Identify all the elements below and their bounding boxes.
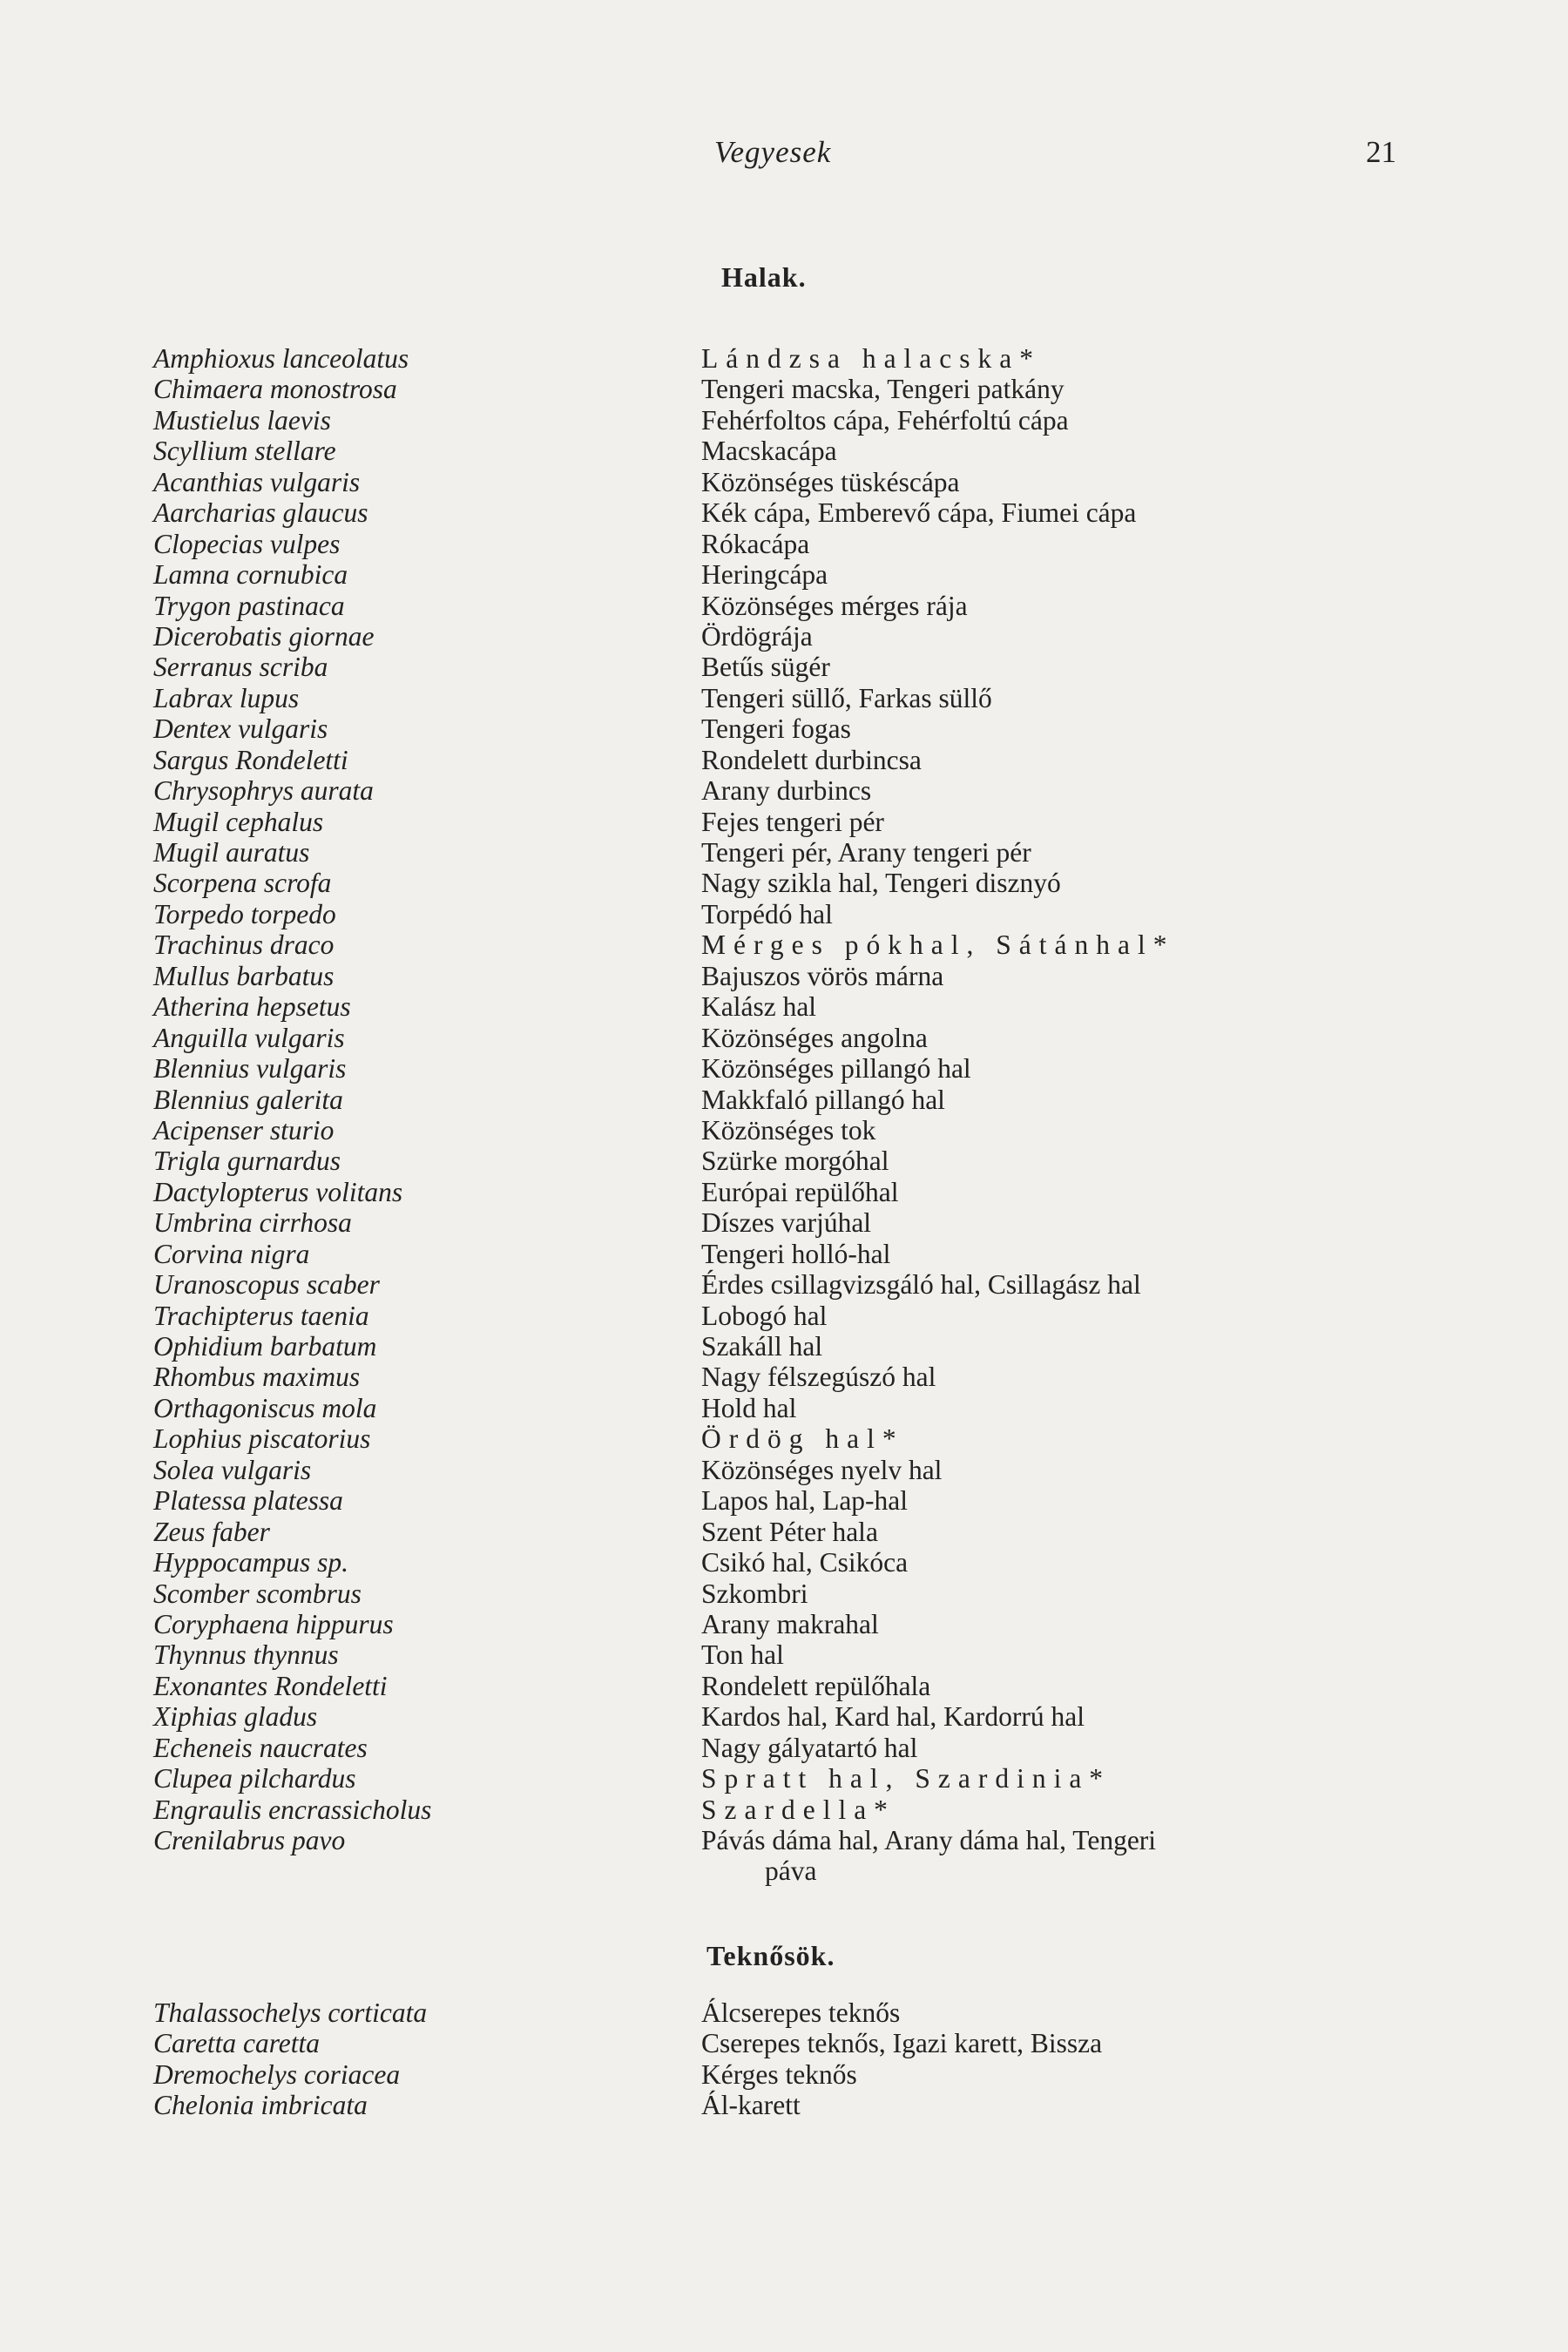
running-head xyxy=(0,135,1568,179)
hungarian-name-row: Kardos hal, Kard hal, Kardorrú hal xyxy=(701,1701,1085,1733)
latin-name-row: Exonantes Rondeletti xyxy=(153,1670,388,1701)
latin-name-row: Scorpena scrofa xyxy=(153,868,332,899)
hungarian-name-row: Kérges teknős xyxy=(701,2058,857,2090)
hungarian-name-row: Spratt hal, Szardinia* xyxy=(701,1763,1112,1794)
hungarian-name-row: Ördögrája xyxy=(701,620,813,652)
latin-name-row: Mullus barbatus xyxy=(153,960,335,991)
section-title-teknosok: Teknősök. xyxy=(706,1940,835,1971)
latin-name-row: Thalassochelys corticata xyxy=(153,1997,428,2028)
hungarian-name-row: Szent Péter hala xyxy=(701,1516,878,1547)
latin-name-row: Trigla gurnardus xyxy=(153,1146,341,1177)
hungarian-name-row: Nagy szikla hal, Tengeri disznyó xyxy=(701,868,1061,899)
hungarian-name-row: Heringcápa xyxy=(701,559,828,591)
latin-name-row: Clupea pilchardus xyxy=(153,1763,356,1794)
hungarian-name-row: Arany makrahal xyxy=(701,1608,879,1639)
latin-name-row: Trygon pastinaca xyxy=(153,590,345,621)
hungarian-name-row: Nagy gályatartó hal xyxy=(701,1732,918,1763)
hungarian-name-row: Csikó hal, Csikóca xyxy=(701,1547,909,1578)
hungarian-name-row: Szkombri xyxy=(701,1578,808,1609)
latin-name-row: Corvina nigra xyxy=(153,1238,310,1269)
latin-name-row: Solea vulgaris xyxy=(153,1454,312,1485)
hungarian-name-row: Arany durbincs xyxy=(701,775,872,807)
hungarian-name-row: Nagy félszegúszó hal xyxy=(701,1362,936,1393)
latin-name-row: Mugil cephalus xyxy=(153,806,324,837)
latin-name-row: Aarcharias glaucus xyxy=(153,497,368,529)
latin-name-row: Coryphaena hippurus xyxy=(153,1608,394,1639)
hungarian-name-row: Cserepes teknős, Igazi karett, Bissza xyxy=(701,2028,1103,2059)
latin-name-row: Uranoscopus scaber xyxy=(153,1269,380,1301)
hungarian-name-row: Ál-karett xyxy=(701,2090,801,2121)
hungarian-name-row: Ördög hal* xyxy=(701,1423,904,1455)
latin-name-row: Dactylopterus volitans xyxy=(153,1176,403,1207)
latin-name-row: Clopecias vulpes xyxy=(153,528,341,559)
hungarian-name-row: Hold hal xyxy=(701,1392,797,1423)
hungarian-name-row: Közönséges tok xyxy=(701,1114,876,1146)
hungarian-name-row: Szürke morgóhal xyxy=(701,1146,889,1177)
latin-name-row: Caretta caretta xyxy=(153,2028,321,2059)
latin-name-row: Hyppocampus sp. xyxy=(153,1547,348,1578)
hungarian-name-row: Díszes varjúhal xyxy=(701,1207,872,1239)
latin-name-row: Chimaera monostrosa xyxy=(153,374,397,405)
hungarian-name-row: Fejes tengeri pér xyxy=(701,806,884,837)
latin-name-row: Acanthias vulgaris xyxy=(153,466,361,497)
hungarian-name-row: Közönséges mérges rája xyxy=(701,590,968,621)
latin-name-row: Engraulis encrassicholus xyxy=(153,1794,432,1825)
hungarian-name-row: Fehérfoltos cápa, Fehérfoltú cápa xyxy=(701,404,1069,436)
hungarian-name-row: Közönséges pillangó hal xyxy=(701,1053,971,1085)
latin-name-row: Thynnus thynnus xyxy=(153,1639,339,1671)
latin-name-row: Atherina hepsetus xyxy=(153,991,351,1023)
hungarian-name-row: Makkfaló pillangó hal xyxy=(701,1084,945,1115)
latin-name-row: Scyllium stellare xyxy=(153,436,336,467)
hungarian-name-row: Tengeri holló-hal xyxy=(701,1238,891,1269)
fish-latin-names xyxy=(153,343,431,1855)
turtle-latin-names xyxy=(153,1997,427,2121)
hungarian-name-row: páva xyxy=(765,1855,817,1887)
latin-name-row: Dremochelys coriacea xyxy=(153,2058,401,2090)
hungarian-name-row: Közönséges tüskéscápa xyxy=(701,466,960,497)
latin-name-row: Echeneis naucrates xyxy=(153,1732,368,1763)
latin-name-row: Mugil auratus xyxy=(153,837,310,868)
latin-name-row: Anguilla vulgaris xyxy=(153,1022,345,1053)
hungarian-name-row: Torpédó hal xyxy=(701,898,833,929)
latin-name-row: Platessa platessa xyxy=(153,1485,343,1517)
fish-hungarian-names xyxy=(701,343,1174,1887)
hungarian-name-row: Ton hal xyxy=(701,1639,784,1671)
hungarian-name-row: Macskacápa xyxy=(701,436,837,467)
latin-name-row: Dicerobatis giornae xyxy=(153,620,375,652)
hungarian-name-row: Szakáll hal xyxy=(701,1331,823,1362)
hungarian-name-row: Lapos hal, Lap-hal xyxy=(701,1485,909,1517)
hungarian-name-row: Tengeri pér, Arany tengeri pér xyxy=(701,837,1031,868)
latin-name-row: Amphioxus lanceolatus xyxy=(153,343,409,374)
hungarian-name-row: Bajuszos vörös márna xyxy=(701,960,944,991)
latin-name-row: Sargus Rondeletti xyxy=(153,744,348,775)
hungarian-name-row: Mérges pókhal, Sátánhal* xyxy=(701,929,1175,961)
hungarian-name-row: Tengeri macska, Tengeri patkány xyxy=(701,374,1064,405)
hungarian-name-row: Rondelett repülőhala xyxy=(701,1670,931,1701)
latin-name-row: Trachinus draco xyxy=(153,929,335,961)
hungarian-name-row: Tengeri fogas xyxy=(701,713,851,745)
latin-name-row: Mustielus laevis xyxy=(153,404,331,436)
section-title-halak: Halak. xyxy=(721,261,807,293)
turtle-hungarian-names xyxy=(701,1997,1102,2121)
hungarian-name-row: Pávás dáma hal, Arany dáma hal, Tengeri xyxy=(701,1825,1157,1855)
page-number: 21 xyxy=(1366,135,1396,169)
latin-name-row: Blennius vulgaris xyxy=(153,1053,347,1085)
latin-name-row: Umbrina cirrhosa xyxy=(153,1207,352,1239)
hungarian-name-row: Szardella* xyxy=(701,1794,896,1825)
latin-name-row: Crenilabrus pavo xyxy=(153,1825,346,1855)
hungarian-name-row: Lobogó hal xyxy=(701,1300,828,1331)
hungarian-name-row: Kalász hal xyxy=(701,991,817,1023)
latin-name-row: Acipenser sturio xyxy=(153,1114,335,1146)
latin-name-row: Lamna cornubica xyxy=(153,559,348,591)
latin-name-row: Scomber scombrus xyxy=(153,1578,362,1609)
latin-name-row: Rhombus maximus xyxy=(153,1362,361,1393)
hungarian-name-row: Álcserepes teknős xyxy=(701,1997,901,2028)
hungarian-name-row: Tengeri süllő, Farkas süllő xyxy=(701,682,992,713)
hungarian-name-row: Érdes csillagvizsgáló hal, Csillagász hal xyxy=(701,1269,1141,1301)
hungarian-name-row: Betűs sügér xyxy=(701,652,830,683)
running-title: Vegyesek xyxy=(714,135,832,169)
latin-name-row: Ophidium barbatum xyxy=(153,1331,377,1362)
latin-name-row: Xiphias gladus xyxy=(153,1701,318,1733)
latin-name-row: Zeus faber xyxy=(153,1516,270,1547)
hungarian-name-row: Európai repülőhal xyxy=(701,1176,899,1207)
latin-name-row: Blennius galerita xyxy=(153,1084,343,1115)
latin-name-row: Lophius piscatorius xyxy=(153,1423,371,1455)
latin-name-row: Labrax lupus xyxy=(153,682,300,713)
latin-name-row: Orthagoniscus mola xyxy=(153,1392,377,1423)
latin-name-row: Chrysophrys aurata xyxy=(153,775,374,807)
hungarian-name-row: Rókacápa xyxy=(701,528,810,559)
hungarian-name-row: Kék cápa, Emberevő cápa, Fiumei cápa xyxy=(701,497,1137,529)
latin-name-row: Trachipterus taenia xyxy=(153,1300,369,1331)
latin-name-row: Torpedo torpedo xyxy=(153,898,336,929)
hungarian-name-row: Lándzsa halacska* xyxy=(701,343,1042,374)
hungarian-name-row: Közönséges nyelv hal xyxy=(701,1454,943,1485)
hungarian-name-row: Közönséges angolna xyxy=(701,1022,928,1053)
hungarian-name-row: Rondelett durbincsa xyxy=(701,744,922,775)
latin-name-row: Chelonia imbricata xyxy=(153,2090,368,2121)
latin-name-row: Dentex vulgaris xyxy=(153,713,328,745)
latin-name-row: Serranus scriba xyxy=(153,652,328,683)
